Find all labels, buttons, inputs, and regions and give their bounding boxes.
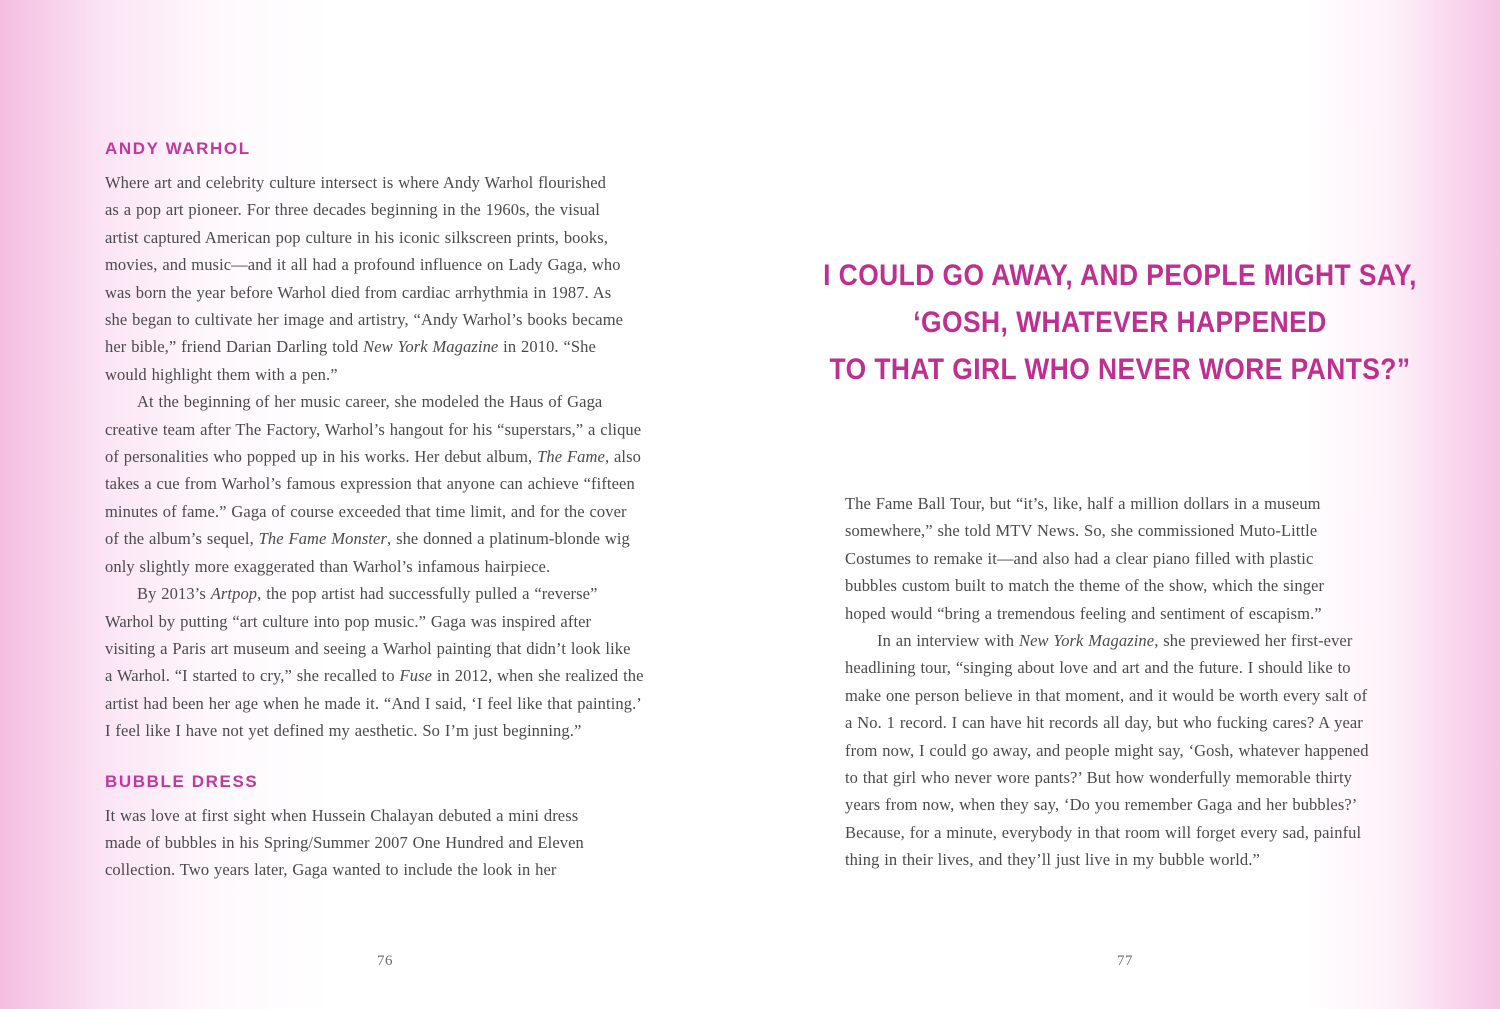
text-line: a Warhol. “I started to cry,” she recalled to Fuse in 2012, when she realized the	[105, 666, 644, 686]
text-line: artist had been her age when he made it. “And I said, ‘I feel like that painting.’	[105, 693, 642, 713]
text-line: as a pop art pioneer. For three decades beginning in the 1960s, the visual	[105, 200, 600, 220]
text-line: only slightly more exaggerated than Warhol’s infamous hairpiece.	[105, 556, 551, 576]
text-line: to that girl who never wore pants?’ But how wonderfully memorable thirty	[845, 768, 1352, 788]
text-line: years from now, when they say, ‘Do you remember Gaga and her bubbles?’	[845, 795, 1358, 815]
pull-quote	[740, 252, 1500, 393]
text-line: a No. 1 record. I can have hit records all day, but who fucking cares? A year	[845, 713, 1363, 733]
text-line: of personalities who popped up in his works. Her debut album, The Fame, also	[105, 447, 641, 467]
text-line: Where art and celebrity culture intersect is where Andy Warhol flourished	[105, 173, 606, 192]
text-line: Warhol by putting “art culture into pop music.” Gaga was inspired after	[105, 611, 592, 631]
pull-quote-line: I COULD GO AWAY, AND PEOPLE MIGHT SAY,	[823, 259, 1417, 292]
paragraph	[845, 627, 1405, 874]
page-number-right: 77	[1117, 953, 1133, 969]
text-line: Because, for a minute, everybody in that room will forget every sad, painful	[845, 822, 1362, 842]
text-line: she began to cultivate her image and artistry, “Andy Warhol’s books became	[105, 310, 624, 330]
text-line: made of bubbles in his Spring/Summer 2007 One Hundred and Eleven	[105, 832, 584, 852]
left-page-text-column	[105, 139, 665, 884]
text-line: minutes of fame.” Gaga of course exceeded that time limit, and for the cover	[105, 501, 627, 521]
text-line: By 2013’s Artpop, the pop artist had successfully pulled a “reverse”	[137, 584, 598, 604]
text-line: of the album’s sequel, The Fame Monster, she donned a platinum-blonde wig	[105, 529, 630, 549]
text-line: hoped would “bring a tremendous feeling and sentiment of escapism.”	[845, 603, 1322, 623]
text-line: At the beginning of her music career, she modeled the Haus of Gaga	[137, 392, 603, 412]
text-line: I feel like I have not yet defined my aesthetic. So I’m just beginning.”	[105, 721, 582, 741]
paragraph	[105, 580, 665, 744]
text-line: somewhere,” she told MTV News. So, she commissioned Muto-Little	[845, 521, 1318, 541]
text-line: It was love at first sight when Hussein Chalayan debuted a mini dress	[105, 805, 579, 825]
text-line: collection. Two years later, Gaga wanted to include the look in her	[105, 860, 557, 880]
text-line: headlining tour, “singing about love and art and the future. I should like to	[845, 658, 1351, 678]
paragraph	[845, 490, 1405, 627]
text-line: thing in their lives, and they’ll just live in my bubble world.”	[845, 850, 1260, 870]
text-line: make one person believe in that moment, and it would be worth every salt of	[845, 685, 1368, 705]
paragraph	[105, 169, 665, 388]
section-heading: ANDY WARHOL	[105, 139, 251, 158]
text-line: from now, I could go away, and people might say, ‘Gosh, whatever happened	[845, 740, 1369, 760]
text-line: bubbles custom built to match the theme of the show, which the singer	[845, 576, 1325, 596]
paragraph	[105, 388, 665, 580]
pull-quote-line: TO THAT GIRL WHO NEVER WORE PANTS?”	[829, 353, 1411, 386]
text-line: movies, and music—and it all had a profound influence on Lady Gaga, who	[105, 255, 621, 275]
text-line: creative team after The Factory, Warhol’s hangout for his “superstars,” a clique	[105, 419, 642, 439]
text-line: artist captured American pop culture in his iconic silkscreen prints, books,	[105, 227, 608, 247]
text-line: In an interview with New York Magazine, she previewed her first-ever	[877, 631, 1353, 651]
section-heading: BUBBLE DRESS	[105, 771, 259, 791]
page-number-left: 76	[377, 953, 393, 969]
text-line: her bible,” friend Darian Darling told New York Magazine in 2010. “She	[105, 337, 596, 357]
right-page-text-column	[845, 490, 1405, 874]
paragraph	[105, 802, 665, 884]
text-line: Costumes to remake it—and also had a clear piano filled with plastic	[845, 548, 1314, 568]
text-line: takes a cue from Warhol’s famous expression that anyone can achieve “fifteen	[105, 474, 635, 494]
pull-quote-line: ‘GOSH, WHATEVER HAPPENED	[913, 306, 1327, 339]
text-line: was born the year before Warhol died from cardiac arrhythmia in 1987. As	[105, 282, 612, 302]
text-line: The Fame Ball Tour, but “it’s, like, half a million dollars in a museum	[845, 494, 1321, 513]
text-line: would highlight them with a pen.”	[105, 364, 338, 384]
text-line: visiting a Paris art museum and seeing a Warhol painting that didn’t look like	[105, 638, 631, 658]
